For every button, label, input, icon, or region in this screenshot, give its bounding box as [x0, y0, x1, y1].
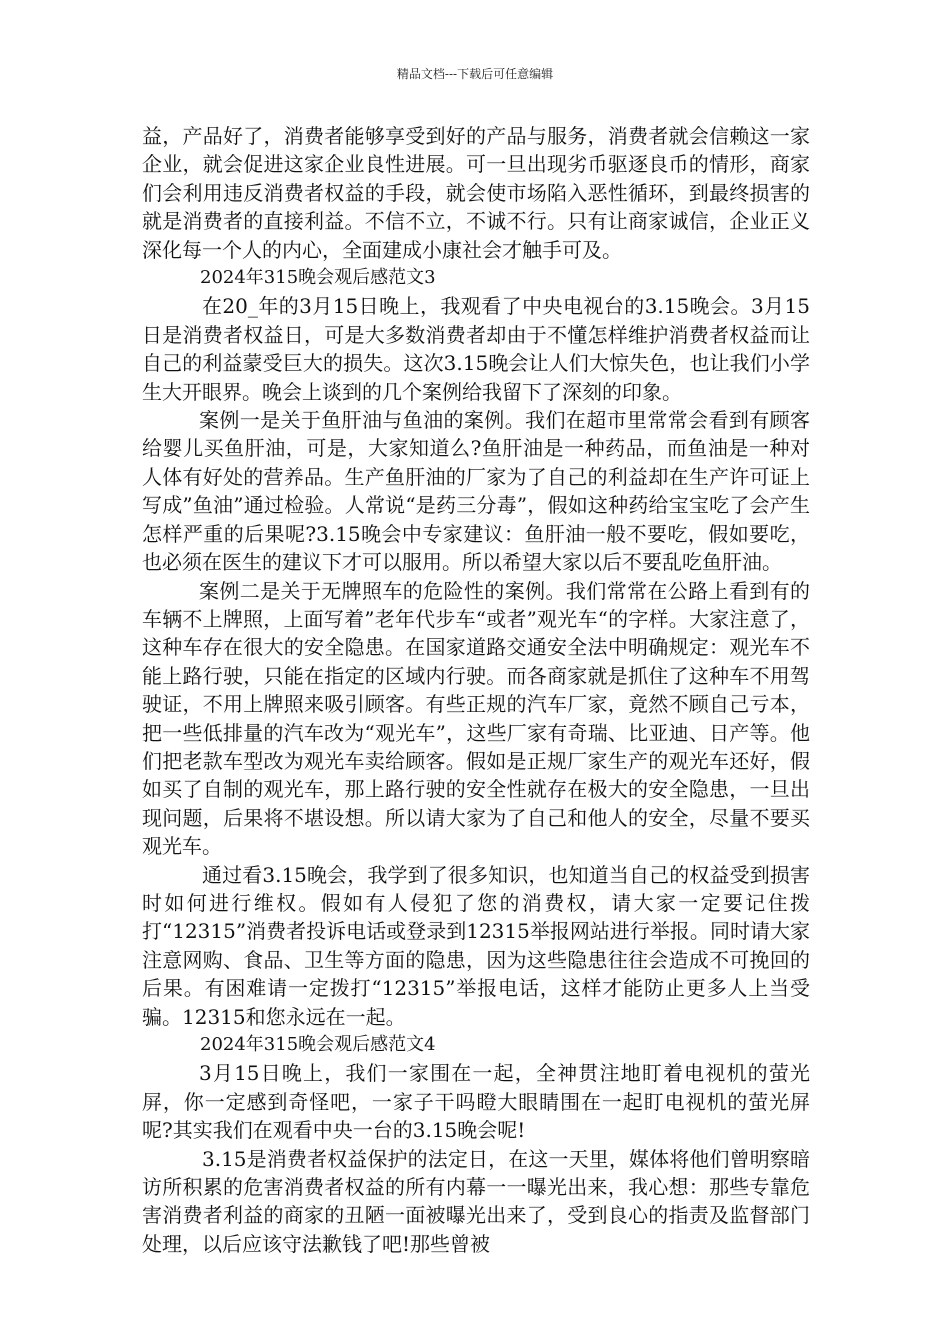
section-heading-4: 2024年315晚会观后感范文4 [200, 1034, 436, 1055]
page-header: 精品文档---下载后可任意编辑 [396, 67, 554, 81]
paragraph-family: 3月15日晚上，我们一家围在一起，全神贯注地盯着电视机的萤光屏，你一定感到奇怪吧，一家子干吗瞪大眼睛围在一起盯电视机的萤光屏呢?其实我们在观看中央一台的3.15晚会呢! [142, 1061, 810, 1143]
paragraph-lessons: 通过看3.15晚会，我学到了很多知识，也知道当自己的权益受到损害时如何进行维权。假如有人侵犯了您的消费权，请大家一定要记住拨打“12315”消费者投诉电话或登录到12315举报网站进行举报。同时请大家注意网购、食品、卫生等方面的隐患，因为这些隐患往往会造成不可挽回的后果。有困难请一定拨打“12315”举报电话，这样才能防止更多人上当受骗。12315和您永远在一起。 [142, 862, 810, 1029]
paragraph-evening-intro: 在20_年的3月15日晚上，我观看了中央电视台的3.15晚会。3月15日是消费者权益日，可是大多数消费者却由于不懂怎样维护消费者权益而让自己的利益蒙受巨大的损失。这次3.15晚会让人们大惊失色，也让我们小学生大开眼界。晚会上谈到的几个案例给我留下了深刻的印象。 [142, 294, 810, 404]
section-heading-3: 2024年315晚会观后感范文3 [200, 267, 436, 289]
paragraph-rights-day: 3.15是消费者权益保护的法定日，在这一天里，媒体将他们曾明察暗访所积累的危害消费者权益的所有内幕一一曝光出来，我心想：那些专靠危害消费者利益的商家的丑陋一面被曝光出来了，受到良心的指责及监督部门处理，以后应该守法歉钱了吧!那些曾被 [142, 1146, 810, 1256]
paragraph-intro: 益，产品好了，消费者能够享受到好的产品与服务，消费者就会信赖这一家企业，就会促进这家企业良性进展。可一旦出现劣币驱逐良币的情形，商家们会利用违反消费者权益的手段，就会使市场陷入恶性循环，到最终损害的就是消费者的直接利益。不信不立，不诚不行。只有让商家诚信，企业正义深化每一个人的内心，全面建成小康社会才触手可及。 [142, 124, 810, 262]
paragraph-case-two: 案例二是关于无牌照车的危险性的案例。我们常常在公路上看到有的车辆不上牌照，上面写着”老年代步车“或者”观光车“的字样。大家注意了，这种车存在很大的安全隐患。在国家道路交通安全法中明确规定：观光车不能上路行驶，只能在指定的区域内行驶。而各商家就是抓住了这种车不用驾驶证，不用上牌照来吸引顾客。有些正规的汽车厂家，竟然不顾自己亏本，把一些低排量的汽车改为“观光车”，这些厂家有奇瑞、比亚迪、日产等。他们把老款车型改为观光车卖给顾客。假如是正规厂家生产的观光车还好，假如买了自制的观光车，那上路行驶的安全性就存在极大的安全隐患，一旦出现问题，后果将不堪设想。所以请大家为了自己和他人的安全，尽量不要买观光车。 [142, 578, 810, 859]
document-body [142, 122, 810, 1258]
paragraph-case-one: 案例一是关于鱼肝油与鱼油的案例。我们在超市里常常会看到有顾客给婴儿买鱼肝油，可是，大家知道么?鱼肝油是一种药品，而鱼油是一种对人体有好处的营养品。生产鱼肝油的厂家为了自己的利益却在生产许可证上写成”鱼油”通过检验。人常说“是药三分毒”，假如这种药给宝宝吃了会产生怎样严重的后果呢?3.15晚会中专家建议：鱼肝油一般不要吃，假如要吃，也必须在医生的建议下才可以服用。所以希望大家以后不要乱吃鱼肝油。 [142, 408, 810, 575]
